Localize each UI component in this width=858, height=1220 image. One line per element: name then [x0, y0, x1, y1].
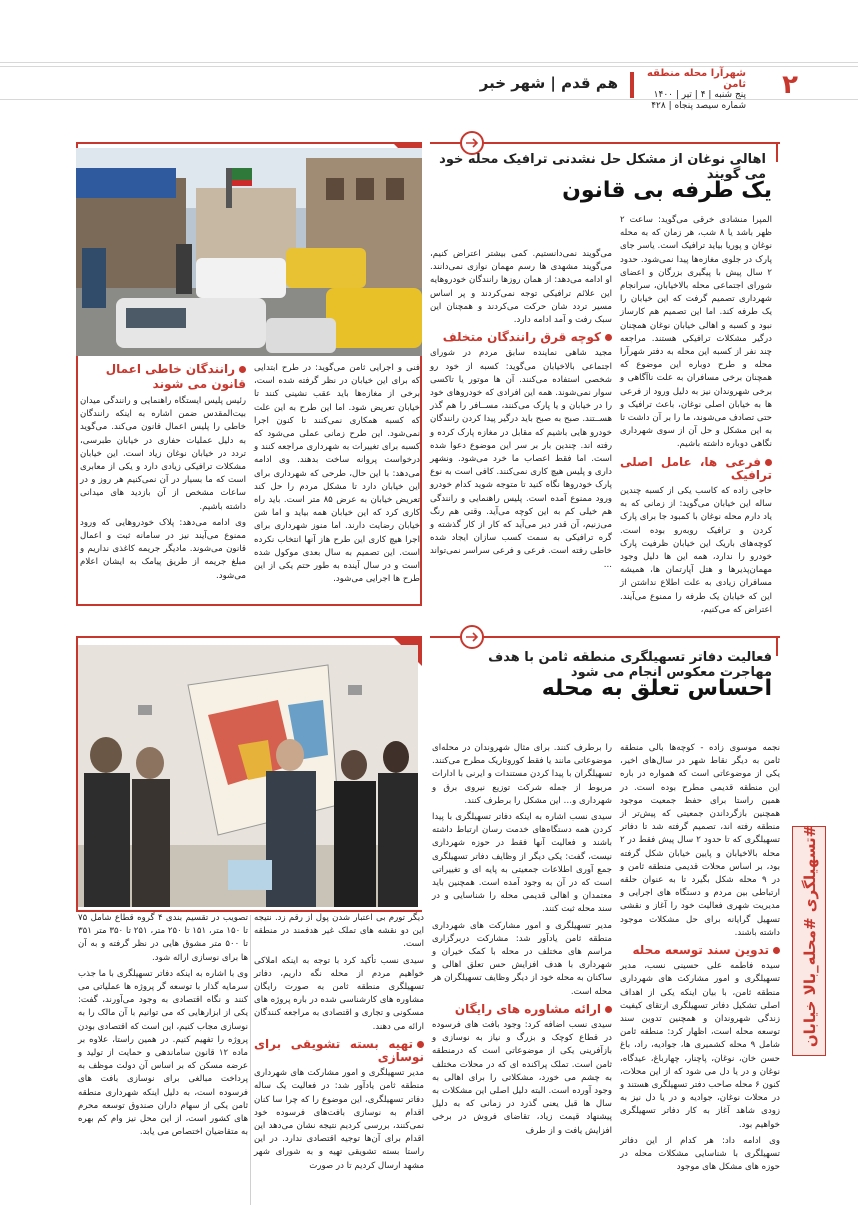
- header-rule-top-2: [0, 66, 858, 67]
- article2-col4: [78, 912, 248, 1212]
- masthead: [636, 68, 746, 112]
- article2-hashtag-text: #تسهیلگری #محله_بالا خیابان: [801, 824, 819, 1048]
- article1-col1-p1: المپرا منشادی خرقی می‌گوید: ساعت ۲ ظهر باشد یا ۸ شب، هر زمان که به محله نوغان و پوریا بیاید ترافیک است. یاسر جای پارک در جلوی مغازه‌ها پیدا نمی‌شود. حدود ۲ سال پیش با پیگیری بزرگان و اعضای شورای اجتماعی محله بالاخیابان، سرانجام شهرداری تصمیم گرفت که این خیابان را یک طرفه کند. اما این تصمیم هم کارساز نبود و کسبه و اهالی خیابان نوغان همچنان درگیر مشکلات ترافیکی هستند. مراجعه چند نفر از کسبه این محله به دفتر شهرآرا محله و طرح دوباره این موضوع که همچنان برخی مسافران به علت ناآگاهی و برخی شهروندان نیز به دلیل ورود از فرعی ها به خیابان اصلی نوغان، باعث ترافیک و حتی تصادف می‌شوند، ما را بر آن داشت تا به این مشکل و حل آن از سوی شهرداری نگاهی دوباره داشته باشیم.: [620, 215, 772, 450]
- article2-col2-p1: را برطرف کنند. برای مثال شهروندان در محله‌ای موضوعاتی مانند یا فقط کوروتاریک مطرح می‌کنند. تسهیلگران با پیدا کردن مستندات و ایرنی با ادارات مربوط از جمله شرکت توزیع نیروی برق و شهرداری و… این مشکل را برطرف کنند.: [432, 743, 612, 806]
- masthead-date: پنج شنبه | ۴ | تیر | ۱۴۰۰: [653, 90, 746, 100]
- article2-col2-heading-text: ارائه مشاوره های رایگان: [454, 1001, 601, 1016]
- article2-col1-p3: وی ادامه داد: هر کدام از این دفاتر تسهیلگری با شناسایی مشکلات محله در حوزه های مشکل های موجود: [620, 1135, 780, 1173]
- article2-col2-p3: مدیر تسهیلگری و امور مشارکت های شهرداری منطقه ثامن یادآور شد: مشارکت دربرگزاری مراسم های مختلف در محله با کمک خیران و شهرداری با هدف افزایش حس تعلق اهالی و ساکنان به محله خود از دیگر وظایف تسهیلگران هر محله است.: [432, 920, 612, 997]
- article2-col2-p2: سیدی نسب اشاره به اینکه دفاتر تسهیلگری با پیدا کردن همه دستگاه‌های خدمت رسان ارتباط داشته باشند و فعالیت آنها فقط در حوزه شهرداری نیست، گفت: یکی دیگر از وظایف دفاتر تسهیلگری جمع آوری اطلاعات جمعیتی به پایه ای و تغییراتی است که در آن به وجود آمده است. همچنین باید معتمدان و اهالی قدیمی محله را شناسایی و در سند محله ثبت کنند.: [432, 812, 612, 915]
- article2-subhead: فعالیت دفاتر تسهیلگری منطقه ثامن با هدف مهاجرت معکوس انجام می شود: [488, 650, 772, 680]
- article2-col2-p4: سیدی نسب اضافه کرد: وجود بافت های فرسوده در قطاع کوچک و بزرگ و نیاز به نوسازی و بازآفرینی یکی از موضوعاتی است که درمنطقه ثامن است. تملک پراکنده ای که در محلات مختلف به چشم می خورد، مشکلاتی را برای اهالی به وجود آورده است. البته دلیل اصلی این مشکلات به سال ها قبل یعنی گذرد در زمانی که به دلیل پیشنهاد قیمت زیاد، تقاضای فروش در برخی افزایش یافت و از طرف: [432, 1020, 612, 1136]
- article2-col1-heading: [620, 944, 780, 957]
- article1-col1: [620, 214, 772, 615]
- article1-sidebox-body: [80, 395, 246, 600]
- section-divider: [630, 72, 634, 98]
- article1-col1-p2: حاجی زاده که کاسب یکی از کسبه چندین ساله این خیابان می‌گوید: از زمانی که به یاد دارم محله نوغان با کمبود جا برای پارک کردن و ترافیک روبه‌رو بوده است. کوچه‌های باریک این خیابان ظرفیت پارک خودرو را ندارد، همه این ها دلیل وجود مهمان‌پذیرها و هتل آپارتمان ها، همیشه مسافران زیادی به علت اطلاع نداشتن از این که خیابان یک طرفه را ممنوع می‌آیند. اعتراض که می‌کنیم،: [620, 486, 772, 615]
- article1-sidebox-p1: رئیس پلیس ایستگاه راهنمایی و رانندگی میدان بیت‌المقدس ضمن اشاره به اینکه رانندگان خاطی را پلیس اعمال قانون می‌کند. می‌گوید به دلیل عملیات حفاری در خیابان طبرسی، تردد در خیابان نوغان زیاد است. این خیابان مشکلات ترافیکی زیادی دارد و یکی از معابری است که ما بسیار در آن نمی‌کنیم هر روز و در ساعات مشخص از آن بازدید های میدانی داشته باشیم.: [80, 396, 246, 512]
- arrow-right-icon: [465, 632, 479, 642]
- article2-col1-heading-text: تدوین سند توسعه محله: [632, 943, 769, 958]
- page-number: ۲: [782, 70, 798, 100]
- article2-arrow-button[interactable]: [460, 625, 484, 649]
- article2-col1: [620, 742, 780, 1212]
- article1-col1-heading-text: فرعی ها، عامل اصلی ترافیک: [620, 454, 772, 482]
- article1-col2: [430, 248, 612, 592]
- article1-sidebox-p2: وی ادامه می‌دهد: پلاک خودروهایی که ورود ممنوع می‌آیند نیز در سامانه ثبت و اعمال قانون می‌شوند. مادیگر جریمه کاغذی نداریم و مبلغ جریمه از طریق پیامک به ایشان اعلام می‌شود.: [80, 517, 246, 581]
- article2-col4-p2: وی با اشاره به اینکه دفاتر تسهیلگری با ما جذب سرمایه گذار با توسعه گر پروژه ها عملیاتی می کنند و نگاه اقتصادی به وجود می‌آورند، گفت: یکی از ابزارهایی که می توانیم با آن مالک را به نوسازی مجاب کنیم، این است که اقتصادی بودن پروژه را تفهیم کنیم. در همین راستا، علاوه بر ماده ۱۲ قانون ساماندهی و حمایت از تولید و عرضه مسکن که بر اساس آن دولت موظف به پرداخت مبالغی برای نوسازی بافت های فرسوده است، به دلیل اینکه شهرداری منطقه ثامن یکی از سهام داران صندوق توسعه محرم های کشور است، از این محل نیز وام کم بهره به متقاضیان اختصاص می یابد.: [77, 968, 248, 1138]
- article2-right-rule: [776, 636, 778, 656]
- article1-sidebox: [80, 362, 246, 592]
- article1-col2-p2: مجید شاهی نماینده سابق مردم در شورای اجتماعی بالاخیابان می‌گوید: کسبه از خود رو شخصی استفاده می‌کنند. آن ها موتور یا تاکسی سوار نمی‌شوند. همه این افرادی که خودروهای خود را در خیابان و یا پارک می‌کنند، مســافر را هم گذر هســتند. صبح به صبح باید درگیر پیدا کردن رانندگان خودرو هایی باشیم که مقابل در مغازه پارک کرده و رفته اند. چندین بار بر سر این موضوع دعوا شده است. اما فقط اعصاب ما خرد می‌شود. ونشهر داری و پلیس هیچ کاری نمی‌کنند. کافی است به نوع پارک خودروها نگاه کنید تا متوجه شوید کدام خودرو ورود ممنوع آمده است. پلیس راهنمایی و رانندگی هم خیلی کم به این کوچه می‌آید. وقتی هم رنگ می‌زنیم، آن قدر دیر می‌آید که کار از کار گذشته و گره ترافیکی به سمت کسب سازان ایجاد شده خاطی رفته است. فرعی و فرعی سراسر نمی‌تواند ...: [430, 348, 612, 570]
- article2-hashtag-band: [792, 826, 826, 1056]
- arrow-right-icon: [465, 138, 479, 148]
- section-title: هم قدم | شهر خبر: [479, 74, 618, 92]
- article2-col2: [432, 742, 612, 1212]
- article1-sidebox-title: [80, 362, 246, 392]
- article2-col1-p1: نجمه موسوی زاده - کوچه‌ها بالی منطقه ثامن به دیگر نقاط شهر در سال‌های اخیر، یکی از موضوعاتی است که همواره در باره این منطقه قدیمی مطرح بوده است. در همین راستا برای حفظ جمعیت موجود همچنین بازگرداندن جمعیتی که پیش‌تر از منطقه رفته اند، تصمیم گرفته شد تا دفاتر تسهیلگری که تا حدود ۲ سال پیش فقط در ۲ محله بالاخیابان و پایین خیابان شکل گرفته بود، بر اساس محلات قدیمی منطقه ثامن و در ۹ محله شکل بگیرد تا به عنوان حلقه ارتباطی بین مردم و دستگاه های اجرایی و مدیریت شهری فعالیت خود را آغاز و نقشی تسهیل گرایانه برای حل مشکلات موجود داشته باشند.: [620, 743, 780, 938]
- article2-photo-meeting: [78, 645, 418, 907]
- article1-col1-heading: [620, 456, 772, 482]
- article1-photo-street-traffic: [76, 148, 422, 356]
- article2-col3: [254, 912, 424, 1212]
- article1-headline: یک طرفه بی قانون: [562, 178, 772, 203]
- article1-col2-heading-text: کوچه قرق رانندگان متخلف: [442, 330, 601, 345]
- article2-col3-heading: [254, 1038, 424, 1064]
- article2-col3-p3: مدیر تسهیلگری و امور مشارکت های شهرداری منطقه ثامن یادآور شد: در فعالیت یک ساله دفاتر تسهیلگری، این موضوع را که چرا سا کنان اقدام به نوسازی بافت‌های فرسوده خود نمی‌کنند، بررسی کردیم نتیجه نشان می‌دهد این اقدام برای آن‌ها توجیه اقتصادی ندارد. در این راستا بسته تشویقی تهیه و به شورای شهر مشهد ارسال کردیم تا در صورت: [254, 1068, 424, 1171]
- article1-col3: [254, 362, 420, 592]
- article1-subhead: اهالی نوغان از مشکل حل نشدنی ترافیک محله خود می گویند: [439, 152, 766, 182]
- article2-col3-heading-text: تهیه بسته تشویقی برای نوسازی: [254, 1036, 424, 1065]
- article1-right-rule: [776, 142, 778, 162]
- article2-col3-p2: سیدی نسب تأکید کرد با توجه به اینکه املاکی خواهیم مردم از محله نگه داریم، دفاتر تسهیلگری منطقه ثامن به صورت رایگان مشاوره های کارشناسی شده در باره پروژه های مسکونی و تجاری و اقتصادی به مراجعه کنندگان ارائه می دهند.: [254, 955, 424, 1032]
- article1-col2-p1: می‌گویند نمی‌دانستیم. کمی بیشتر اعتراض کنیم، می‌گویند مشهدی ها رسم مهمان نوازی نمی‌دانند. او ادامه می‌دهد: از همان روزها رانندگان خودروهایه این علائم ترافیکی توجه نمی‌کردند و پر اساس مسیر تردد شان حرکت می‌کردند و همچنان این سبک رفت و آمد ادامه دارد.: [430, 249, 612, 326]
- masthead-issue: شماره سیصد پنجاه | ۴۲۸: [651, 101, 746, 111]
- article1-col3-p1: فنی و اجرایی ثامن می‌گوید: در طرح ابتدایی که برای این خیابان در نظر گرفته شده است، برخی از مغازه‌ها باید عقب نشینی کنند تا خیابان تعریض شود. اما این طرح به این علت که کسبه همکاری نمی‌کنند تا کنون اجرا نمی‌شود. این طرح زمانی عملی می‌شود که کسبه برای تغییرات به شهرداری مراجعه کنند و درخواست پروانه ساخت بدهند. وی ادامه می‌دهد: با این حال، طرحی که شهرداری برای این خیابان دارد تا مشکل مردم را حل کند تعریض خیابان به عرض ۸۵ متر است. باید راه کاری کرد که این خیابان همه بیاید و اما شن خیابان رضایت دارند. اما منوز شهرداری برای اجرا هیچ کاری این طرح هاز آنها انتخاب نکرده است. این تصمیم به سال بعدی موکول شده است و در سال آینده به طور حتم یکی از این طرح ها اجرایی می‌شود.: [254, 363, 421, 585]
- article2-col3-p1: دیگر تورم بی اعتبار شدن پول از رقم زد. نتیجه این دو نقشه های تملک غیر هدفمند در منطقه است.: [254, 913, 424, 950]
- article1-sidebox-title-text: رانندگان خاطی اعمال قانون می شوند: [105, 362, 246, 391]
- masthead-title: شهرآرا محله منطقه ثامن: [646, 68, 746, 90]
- article1-col2-heading: [430, 331, 612, 344]
- article2-col2-heading: [432, 1003, 612, 1016]
- article2-col4-p1: تصویب در تقسیم بندی ۴ گروه قطاع شامل ۷۵ تا ۱۵۰ متر، ۱۵۱ تا ۲۵۰ متر، ۲۵۱ تا ۳۵۰ متر ۳۵۱ تا ۵۰۰ متر مشوق هایی در نظر گرفته و به آن ها برای نوسازی ارائه شود.: [78, 913, 248, 963]
- column-separator: [250, 915, 251, 1205]
- article2-col1-p2: سیده فاطمه علی حسینی نسب، مدیر تسهیلگری و امور مشارکت های شهرداری منطقه ثامن، با بیان اینکه یکی از اهداف اصلی تشکیل دفاتر تسهیلگری ارتقای کیفیت زندگی شهروندان و همچنین تدوین سند توسعه محله است، اظهار کرد: منطقه ثامن شامل ۹ محله کشمیری ها، جوادیه، راد، باغ حسن خان، نوغان، پاچنار، چهارباغ، عیدگاه، نوغان و در یا دل می شود که از این محلات، کنون ۶ محله صاحب دفتر تسهیلگری هستند و در محلات نوغان، جوادیه و در یا دل نیز به زودی شاهد آغاز به کار دفاتر تسهیلگری خواهیم بود.: [620, 961, 780, 1130]
- article2-headline: احساس تعلق به محله: [541, 676, 772, 701]
- header-rule-top: [0, 62, 858, 63]
